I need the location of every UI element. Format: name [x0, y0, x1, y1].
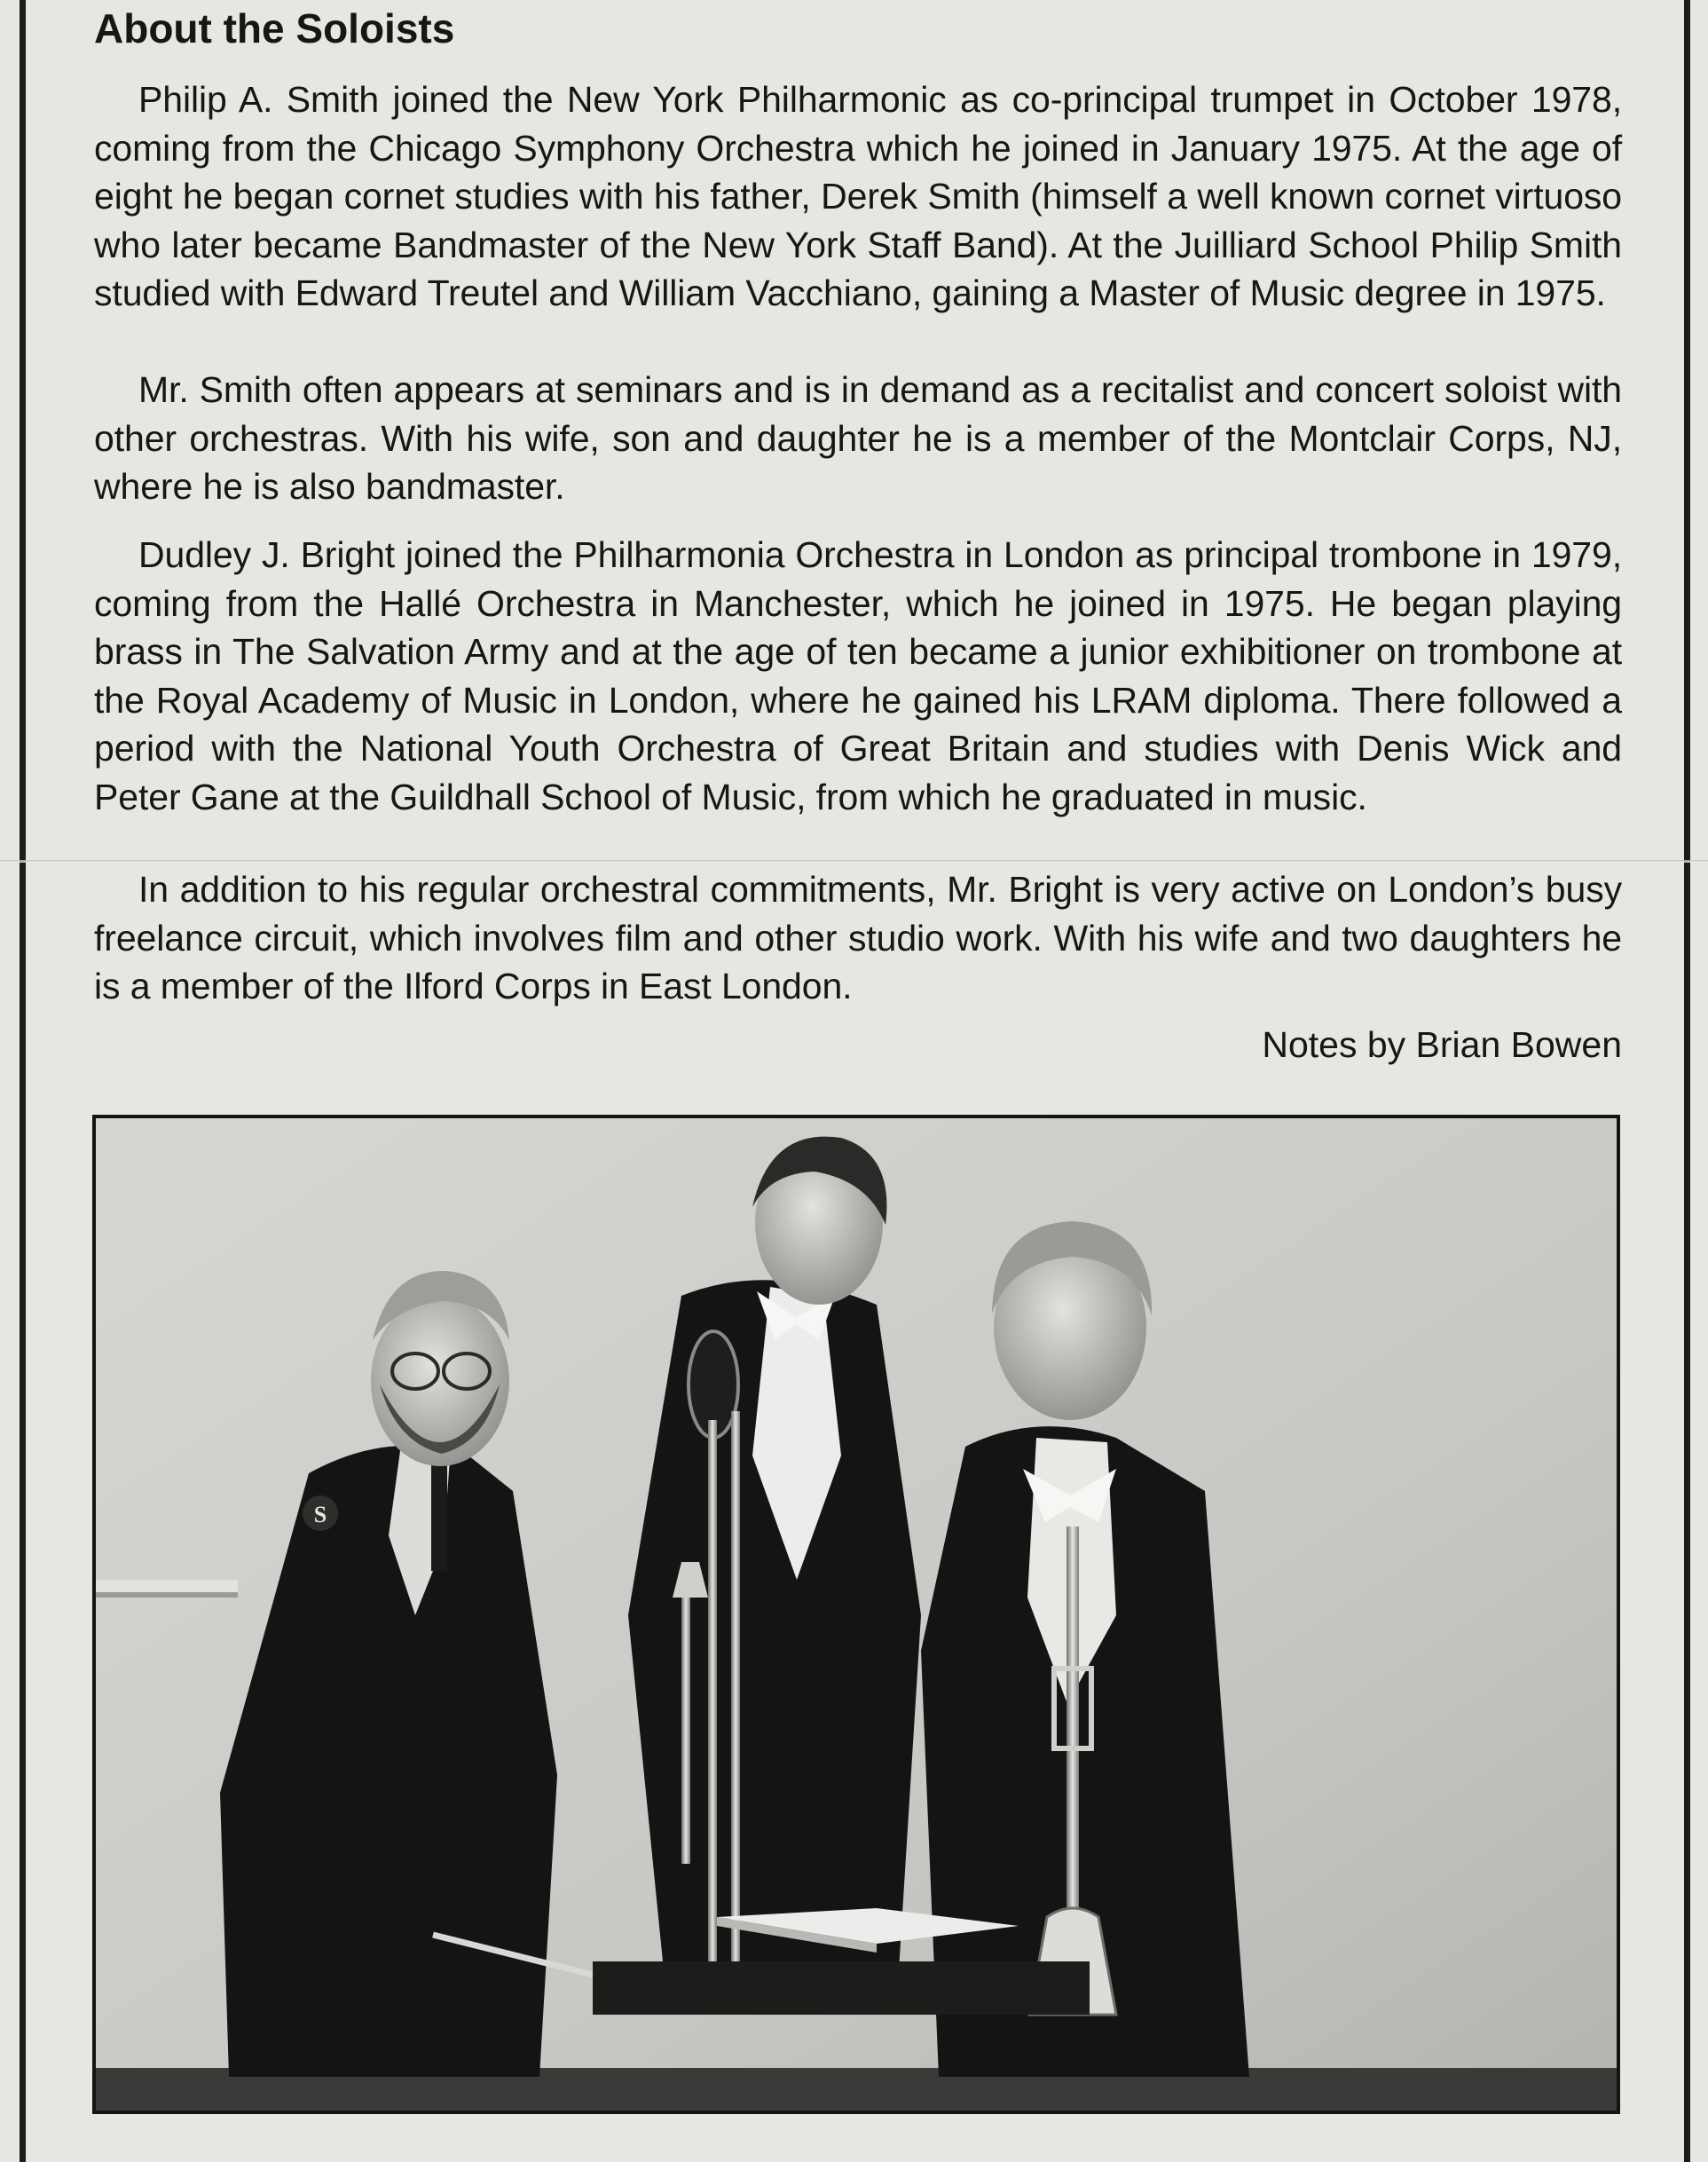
- bio-paragraph-bright: Dudley J. Bright joined the Philharmonia Orchestra in London as principal trombone in 1979, coming from the Hallé Orchestra in Manchester, which he joined in 1975. He began playing brass in The Salvation Army and at the age of ten became a junior exhibitioner on trombone at the Royal Academy of Music in London, where he gained his LRAM diploma. There followed a period with the National Youth Orchestra of Great Britain and studies with Denis Wick and Peter Gane at the Guildhall School of Music, from which he graduated in music.: [94, 534, 1622, 817]
- photo-illustration: [96, 1118, 1617, 2111]
- uniform-collar-badge: S: [313, 1502, 327, 1527]
- bio-paragraph-smith-activities: Mr. Smith often appears at seminars and is in demand as a recitalist and concert soloist with other orchestras. With his wife, son and daughter he is a member of the Montclair Corps, NJ, where he is also bandmaster.: [94, 369, 1622, 507]
- notes-credit: Notes by Brian Bowen: [1262, 1024, 1622, 1065]
- bio-paragraph-smith: Philip A. Smith joined the New York Philharmonic as co-principal trumpet in October 1978, coming from the Chicago Symphony Orchestra which he joined in January 1975. At the age of eight he began cornet studies with his father, Derek Smith (himself a well known cornet virtuoso who later became Bandmaster of the New York Staff Band). At the Juilliard School Philip Smith studied with Edward Treutel and William Vacchiano, gaining a Master of Music degree in 1975.: [94, 79, 1622, 313]
- soloists-photograph: [92, 1115, 1620, 2114]
- wall-moulding: [96, 1580, 238, 1592]
- page-border-left: [20, 0, 26, 2162]
- page-border-right: [1684, 0, 1690, 2162]
- section-heading: About the Soloists: [94, 5, 455, 51]
- paper-fold-crease: [0, 860, 1708, 863]
- bio-paragraph-bright-activities: In addition to his regular orchestral commitments, Mr. Bright is very active on London’s busy freelance circuit, which involves film and other studio work. With his wife and two daughters he is a member of the Ilford Corps in East London.: [94, 869, 1622, 1006]
